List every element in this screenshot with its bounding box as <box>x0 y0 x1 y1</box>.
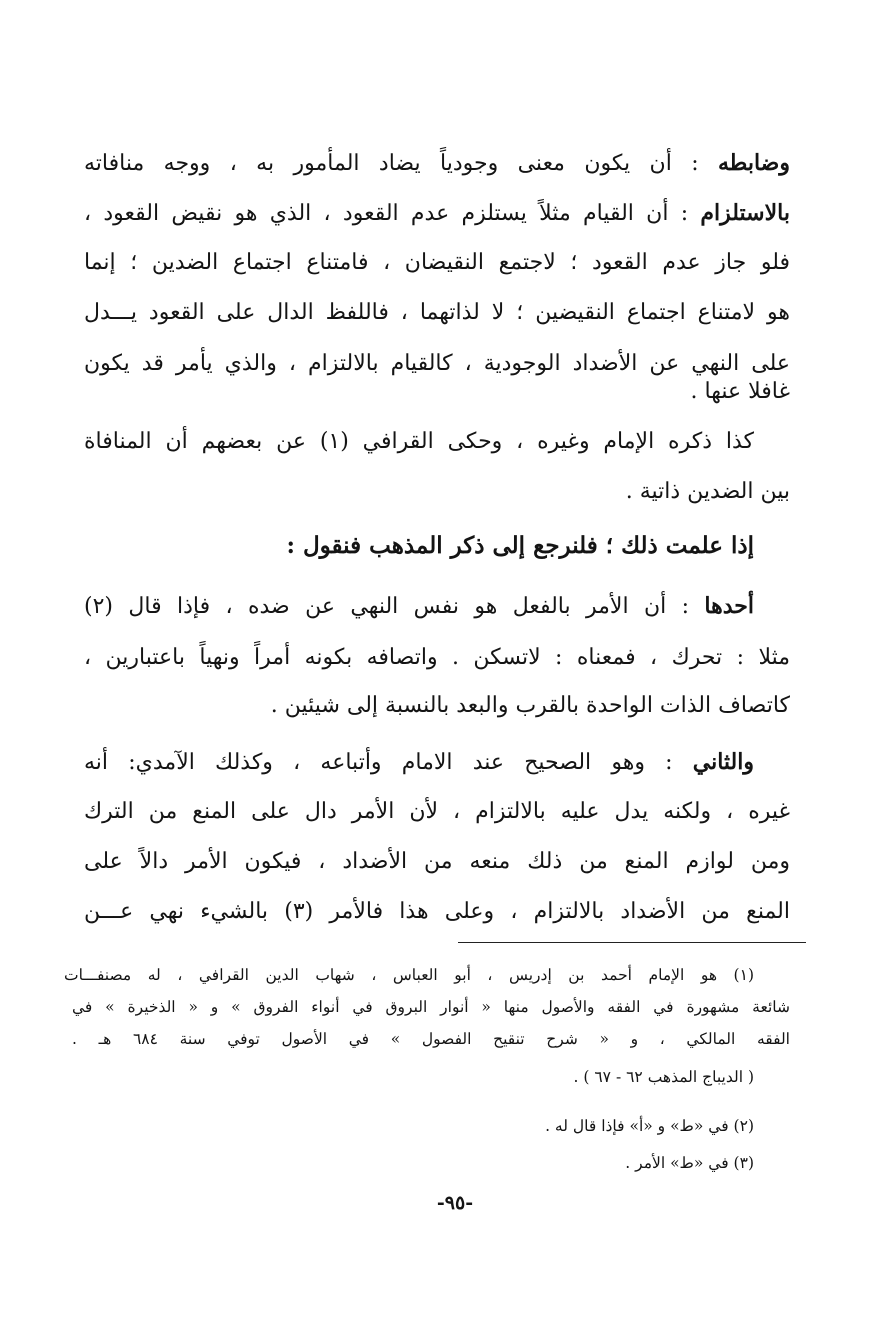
body-line <box>84 418 754 466</box>
line-text: هو لامتناع اجتماع النقيضين ؛ لا لذاتهما ، فاللفظ الدال على القعود يـــدل <box>84 300 790 325</box>
line-text: : أن يكون معنى وجودياً يضاد المأمور به ، ووجه منافاته <box>84 151 719 176</box>
line-text: ومن لوازم المنع من ذلك منعه من الأضداد ، فيكون الأمر دالاً على <box>84 849 790 874</box>
footnote-line: ( الديباج المذهب ٦٢ - ٦٧ ) . <box>573 1068 754 1086</box>
term-lead: وضابطه <box>718 150 790 176</box>
line-text: : أن القيام مثلاً يستلزم عدم القعود ، الذي هو نقيض القعود ، <box>84 201 701 226</box>
term-lead: والثاني <box>692 749 754 775</box>
body-line <box>84 289 790 337</box>
line-text: إذا علمت ذلك ؛ فلنرجع إلى ذكر المذهب فنقول : <box>286 532 754 559</box>
body-line <box>84 368 790 416</box>
line-text: : وهو الصحيح عند الامام وأتباعه ، وكذلك الآمدي: أنه <box>84 750 693 775</box>
line-text: غيره ، ولكنه يدل عليه بالالتزام ، لأن الأمر دال على المنع من الترك <box>84 799 790 824</box>
footnote-divider <box>458 942 806 943</box>
section-heading <box>48 522 754 570</box>
page-number: -٩٥- <box>436 1192 474 1214</box>
term-lead: أحدها <box>704 593 754 619</box>
line-text: كاتصاف الذات الواحدة بالقرب والبعد بالنسبة إلى شيئين . <box>270 693 790 718</box>
footnote-line: (٣) في «ط» الأمر . <box>625 1154 754 1172</box>
line-text: مثلا : تحرك ، فمعناه : لاتسكن . واتصافه بكونه أمراً ونهياً باعتبارين ، <box>84 645 790 670</box>
footnote-line: (١) هو الإمام أحمد بن إدريس ، أبو العباس ، شهاب الدين القرافي ، له مصنفـــات <box>64 966 754 984</box>
line-text: : أن الأمر بالفعل هو نفس النهي عن ضده ، فإذا قال (٢) <box>84 594 705 619</box>
body-line <box>84 634 790 682</box>
line-text: بين الضدين ذاتية . <box>625 479 790 504</box>
line-text: غافلا عنها . <box>690 379 790 404</box>
line-text: على النهي عن الأضداد الوجودية ، كالقيام بالالتزام ، والذي يأمر قد يكون <box>84 351 790 376</box>
footnote-line: (٢) في «ط» و «أ» فإذا قال له . <box>545 1117 754 1135</box>
body-line <box>84 468 790 516</box>
line-text: كذا ذكره الإمام وغيره ، وحكى القرافي (١) عن بعضهم أن المنافاة <box>84 429 754 454</box>
footnote-line: الفقه المالكي ، و « شرح تنقيح الفصول » في الأصول توفي سنة ٦٨٤ هـ . <box>72 1030 790 1048</box>
term-lead: بالاستلزام <box>700 200 790 226</box>
body-line <box>84 189 790 237</box>
body-line <box>84 888 790 936</box>
body-line <box>84 682 790 730</box>
line-text: المنع من الأضداد بالالتزام ، وعلى هذا فالأمر (٣) بالشيء نهي عـــن <box>84 899 790 924</box>
body-line <box>84 239 790 287</box>
body-line <box>84 838 790 886</box>
line-text: فلو جاز عدم القعود ؛ لاجتمع النقيضان ، فامتناع اجتماع الضدين ؛ إنما <box>84 250 790 275</box>
body-line <box>84 738 754 786</box>
footnote-line: شائعة مشهورة في الفقه والأصول منها « أنوار البروق في أنواء الفروق » و « الذخيرة » في <box>72 998 790 1016</box>
body-line <box>84 139 790 187</box>
body-line <box>84 788 790 836</box>
body-line <box>84 582 754 630</box>
